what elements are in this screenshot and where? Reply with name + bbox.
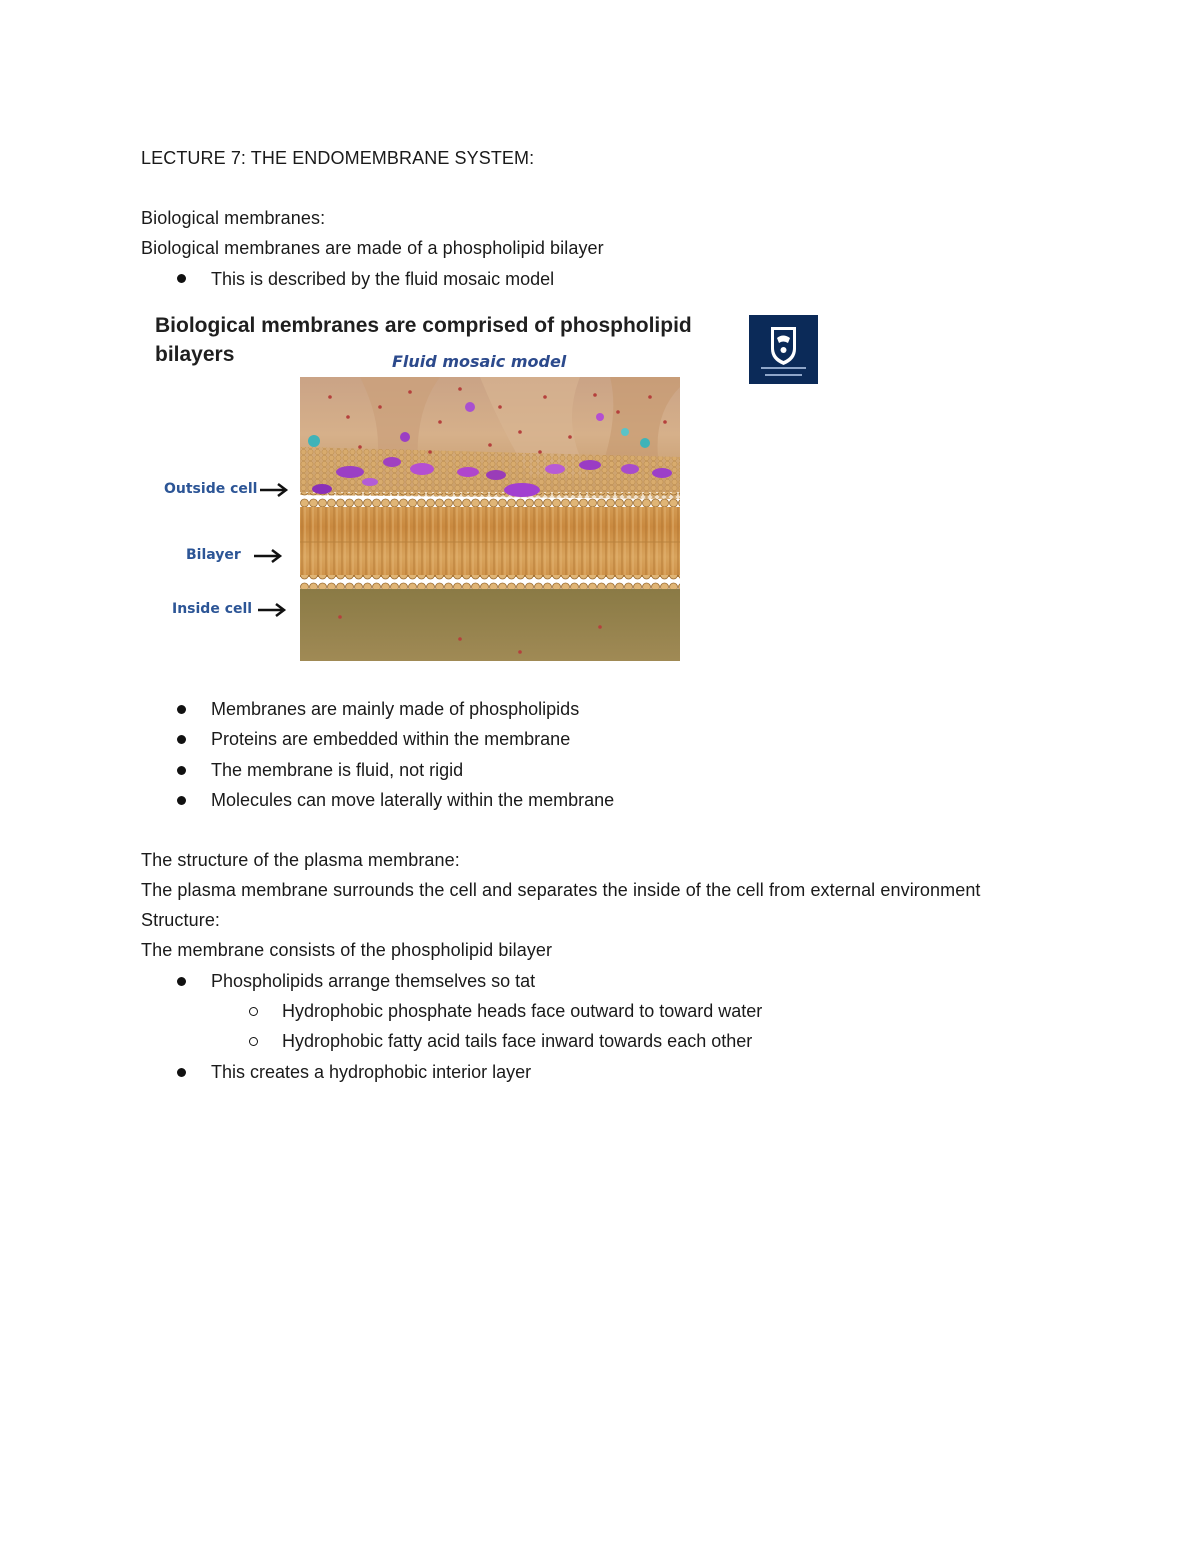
- bullet-item: Phospholipids arrange themselves so tat: [211, 971, 536, 991]
- bullet-item: Membranes are mainly made of phospholipids: [211, 699, 580, 719]
- section-subheading: Structure:: [141, 910, 221, 930]
- figure-subtitle: Fluid mosaic model: [392, 352, 567, 371]
- bullet-icon: [177, 977, 186, 986]
- university-logo: [749, 315, 818, 384]
- bullet-item: Proteins are embedded within the membrane: [211, 729, 571, 749]
- bullet-icon: [177, 796, 186, 805]
- sub-bullet-item: Hydrophobic phosphate heads face outward to toward water: [282, 1001, 763, 1021]
- section-text: The membrane consists of the phospholipid bilayer: [141, 940, 553, 960]
- arrow-right-icon: [256, 601, 288, 619]
- bullet-icon: [177, 735, 186, 744]
- section-intro: The plasma membrane surrounds the cell and separates the inside of the cell from external environment: [141, 880, 981, 900]
- label-bilayer: Bilayer: [186, 547, 241, 563]
- bullet-item: This creates a hydrophobic interior layer: [211, 1062, 532, 1082]
- label-inside-cell: Inside cell: [172, 601, 253, 617]
- label-outside-cell: Outside cell: [164, 481, 258, 497]
- bullet-icon: [177, 766, 186, 775]
- bullet-fluid-mosaic: This is described by the fluid mosaic model: [211, 269, 555, 289]
- bullet-icon: [177, 705, 186, 714]
- sub-bullet-icon: [249, 1037, 258, 1046]
- section-intro: Biological membranes are made of a phospholipid bilayer: [141, 238, 604, 258]
- section-heading-plasma-membrane: The structure of the plasma membrane:: [141, 850, 460, 870]
- arrow-right-icon: [258, 481, 290, 499]
- figure-title-line1: Biological membranes are comprised of phospholipid: [155, 314, 692, 337]
- sub-bullet-item: Hydrophobic fatty acid tails face inward towards each other: [282, 1031, 753, 1051]
- bullet-icon: [177, 1068, 186, 1077]
- section-heading-biological-membranes: Biological membranes:: [141, 208, 326, 228]
- membrane-illustration: [300, 377, 680, 661]
- figure-title-line2: bilayers: [155, 343, 235, 366]
- crest-icon: [749, 315, 818, 384]
- arrow-right-icon: [252, 547, 284, 565]
- fluid-mosaic-figure: [148, 305, 828, 665]
- bullet-icon: [177, 274, 186, 283]
- lecture-title: LECTURE 7: THE ENDOMEMBRANE SYSTEM:: [141, 148, 535, 168]
- sub-bullet-icon: [249, 1007, 258, 1016]
- bullet-item: The membrane is fluid, not rigid: [211, 760, 464, 780]
- bullet-item: Molecules can move laterally within the membrane: [211, 790, 615, 810]
